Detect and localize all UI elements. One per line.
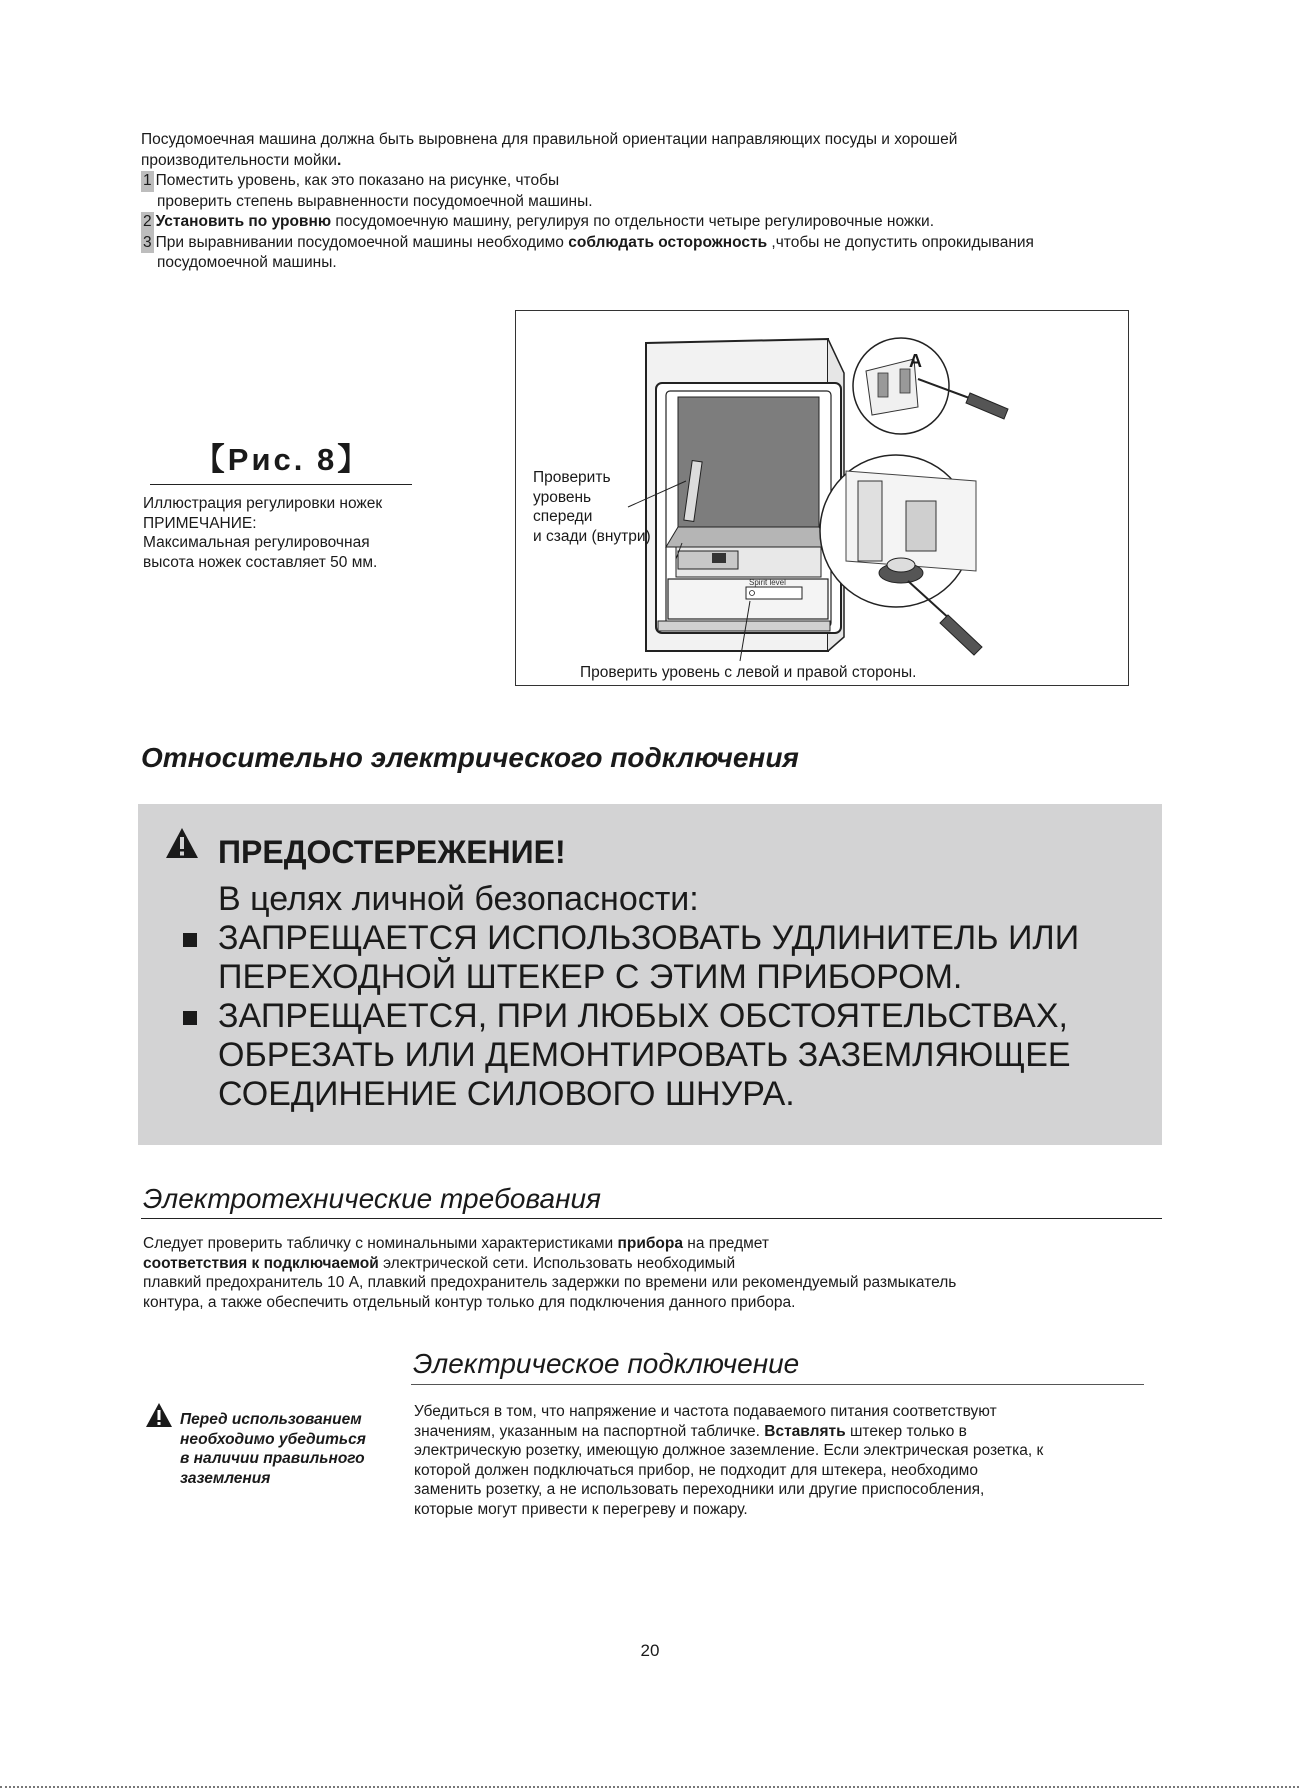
check-left-right-label xyxy=(580,663,916,683)
figure-title: 【Рис. 8】 xyxy=(193,442,372,477)
label-line: и сзади (внутри) xyxy=(533,527,651,545)
spirit-level-label: Spirit level xyxy=(749,578,786,587)
label-text: с левой и правой стороны. xyxy=(724,664,917,681)
warning-text xyxy=(218,880,1148,1114)
text: штекер только в xyxy=(845,1422,967,1440)
step-3-cont: посудомоечной машины. xyxy=(157,254,337,271)
square-bullet-icon xyxy=(183,1011,197,1025)
grounding-side-note xyxy=(180,1410,400,1488)
text: Следует проверить табличку с номинальными характеристиками xyxy=(143,1235,618,1252)
note-text: высота ножек составляет 50 мм. xyxy=(143,553,378,571)
step-1 xyxy=(141,171,1181,192)
warning-subtitle: В целях личной безопасности: xyxy=(218,880,699,918)
step-number: 3 xyxy=(141,233,154,254)
paragraph-line: которые могут привести к перегреву и пожару. xyxy=(414,1500,748,1518)
intro-line xyxy=(141,151,1181,172)
step-text-bold: Установить по уровню xyxy=(155,213,332,230)
warning-bullet-1 xyxy=(218,919,1148,997)
warning-box xyxy=(138,804,1162,1145)
section-divider xyxy=(141,1218,1162,1219)
paragraph-line: заменить розетку, а не использовать переходники или другие приспособления, xyxy=(414,1481,985,1498)
intro-text: производительности мойки xyxy=(141,151,337,169)
step-text: ,чтобы не допустить опрокидывания xyxy=(767,233,1034,251)
figure-title-divider xyxy=(150,484,412,485)
note-text: Максимальная регулировочная xyxy=(143,534,370,551)
text-bold: прибора xyxy=(617,1235,683,1252)
paragraph-line: Убедиться в том, что напряжение и частота подаваемого питания соответствуют xyxy=(414,1403,997,1420)
intro-text: . xyxy=(336,151,342,169)
page-bottom-border xyxy=(0,1786,1299,1788)
intro-line: Посудомоечная машина должна быть выровнена для правильной ориентации направляющих посуды и хорошей xyxy=(141,131,958,148)
paragraph-line: которой должен подключаться прибор, не подходит для штекера, необходимо xyxy=(414,1461,978,1479)
label-line: спереди xyxy=(533,508,593,525)
figure-caption: Иллюстрация регулировки ножек xyxy=(143,495,383,512)
paragraph-line: плавкий предохранитель 10 А, плавкий предохранитель задержки по времени или рекомендуемый размыкатель xyxy=(143,1274,957,1291)
side-note-line: Перед использованием xyxy=(180,1411,362,1428)
warning-title: ПРЕДОСТЕРЕЖЕНИЕ! xyxy=(218,834,566,870)
square-bullet-icon xyxy=(183,933,197,947)
step-number: 2 xyxy=(141,212,154,233)
callout-a-label: A xyxy=(909,351,922,371)
step-number: 1 xyxy=(141,171,154,192)
step-text: Поместить уровень, как это показано на рисунке, чтобы xyxy=(155,172,560,189)
intro-paragraph xyxy=(141,130,1181,274)
step-2 xyxy=(141,212,1181,233)
paragraph-line: контура, а также обеспечить отдельный контур только для подключения данного прибора. xyxy=(143,1293,796,1311)
text: на предмет xyxy=(683,1235,769,1252)
warning-triangle-icon xyxy=(145,1402,173,1428)
requirements-paragraph xyxy=(143,1234,1143,1312)
label-line: уровень xyxy=(533,488,592,506)
bullet-line: ЗАПРЕЩАЕТСЯ ИСПОЛЬЗОВАТЬ УДЛИНИТЕЛЬ ИЛИ xyxy=(218,919,1080,957)
label-line: Проверить xyxy=(533,469,611,486)
warning-triangle-icon xyxy=(164,826,200,860)
paragraph-line xyxy=(143,1254,1143,1274)
note-label: ПРИМЕЧАНИЕ: xyxy=(143,514,257,532)
check-front-back-label xyxy=(533,468,693,546)
text: электрической сети. Использовать необходимый xyxy=(378,1254,736,1272)
side-note-line: в наличии правильного xyxy=(180,1450,365,1467)
label-text: Проверить уровень xyxy=(580,664,725,681)
bullet-line: ОБРЕЗАТЬ ИЛИ ДЕМОНТИРОВАТЬ ЗАЗЕМЛЯЮЩЕЕ xyxy=(218,1036,1071,1074)
warning-bullet-2 xyxy=(218,997,1148,1114)
paragraph-line xyxy=(143,1234,1143,1254)
text-bold: соответствия к подключаемой xyxy=(143,1254,379,1272)
step-1-cont: проверить степень выравненности посудомоечной машины. xyxy=(157,192,593,210)
step-text-bold: соблюдать осторожность xyxy=(568,233,768,251)
text-bold: Вставлять xyxy=(764,1422,846,1440)
bullet-line: СОЕДИНЕНИЕ СИЛОВОГО ШНУРА. xyxy=(218,1075,795,1113)
section-divider xyxy=(411,1384,1144,1385)
side-note-line: заземления xyxy=(180,1469,271,1487)
paragraph-line: электрическую розетку, имеющую должное заземление. Если электрическая розетка, к xyxy=(414,1442,1044,1459)
page-number: 20 xyxy=(640,1641,660,1660)
text: значениям, указанным на паспортной табличке. xyxy=(414,1422,765,1440)
side-note-line: необходимо убедиться xyxy=(180,1430,366,1448)
dishwasher-leveling-illustration xyxy=(515,310,1129,686)
section-heading-connection: Электрическое подключение xyxy=(413,1348,800,1379)
section-heading-requirements: Электротехнические требования xyxy=(143,1183,602,1214)
bullet-line: ЗАПРЕЩАЕТСЯ, ПРИ ЛЮБЫХ ОБСТОЯТЕЛЬСТВАХ, xyxy=(218,997,1068,1035)
step-text: При выравнивании посудомоечной машины необходимо xyxy=(155,233,569,251)
step-3 xyxy=(141,233,1181,254)
figure-notes xyxy=(143,494,443,572)
paragraph-line xyxy=(414,1422,1154,1442)
step-text: посудомоечную машину, регулируя по отдельности четыре регулировочные ножки. xyxy=(331,213,935,230)
section-heading-electrical: Относительно электрического подключения xyxy=(141,742,799,773)
bullet-line: ПЕРЕХОДНОЙ ШТЕКЕР С ЭТИМ ПРИБОРОМ. xyxy=(218,958,963,996)
connection-paragraph xyxy=(414,1402,1154,1519)
